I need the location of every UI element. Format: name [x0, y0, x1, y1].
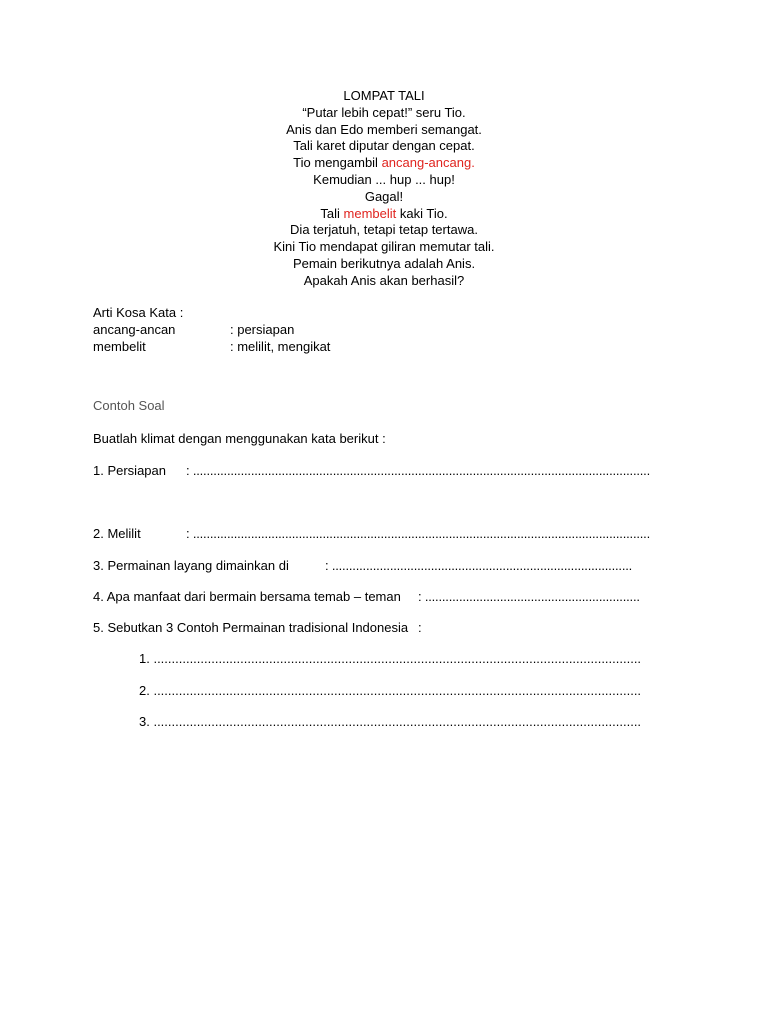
highlighted-word: membelit [343, 205, 397, 221]
story-text: Tali [320, 205, 344, 221]
question-label: 2. Melilit [93, 526, 141, 541]
answer-colon: : [418, 620, 422, 635]
story-line: Anis dan Edo memberi semangat. [286, 121, 482, 137]
sub-answer-1: 1. ....................................................................................................................................... [139, 651, 642, 666]
exercise-heading: Contoh Soal [93, 398, 165, 413]
answer-blank: : ........................................................................................ [325, 558, 633, 573]
story-line: Gagal! [364, 188, 404, 204]
vocab-term: membelit [93, 339, 146, 354]
vocab-definition: : persiapan [230, 322, 295, 337]
story-title: LOMPAT TALI [343, 88, 425, 103]
story-text: kaki Tio. [396, 205, 448, 221]
vocab-definition: : melilit, mengikat [230, 339, 331, 354]
story-line: Dia terjatuh, tetapi tetap tertawa. [290, 222, 478, 238]
story-text: Tio mengambil [293, 155, 382, 171]
story-line: Kini Tio mendapat giliran memutar tali. [273, 239, 495, 255]
question-label: 3. Permainan layang dimainkan di [93, 558, 289, 573]
answer-blank: : ............................................................... [418, 589, 640, 604]
story-line: Apakah Anis akan berhasil? [303, 272, 465, 288]
story-line: Tali karet diputar dengan cepat. [293, 138, 475, 154]
highlighted-word: ancang-ancang. [381, 155, 475, 171]
story-line: Kemudian ... hup ... hup! [313, 171, 455, 187]
vocab-term: ancang-ancan [93, 322, 176, 337]
exercise-instruction: Buatlah klimat dengan menggunakan kata berikut : [93, 431, 386, 446]
story-line [0, 155, 768, 172]
story-section [0, 88, 768, 290]
story-line [0, 206, 768, 223]
question-label: 1. Persiapan [93, 463, 166, 478]
answer-blank: : ...................................................................................................................................... [186, 463, 651, 478]
answer-blank: : ...................................................................................................................................... [186, 526, 651, 541]
story-line: Pemain berikutnya adalah Anis. [292, 255, 476, 271]
question-label: 5. Sebutkan 3 Contoh Permainan tradisional Indonesia [93, 620, 409, 635]
question-label: 4. Apa manfaat dari bermain bersama temab – teman [93, 589, 401, 604]
sub-answer-2: 2. ....................................................................................................................................... [139, 683, 642, 698]
sub-answer-3: 3. ....................................................................................................................................... [139, 714, 642, 729]
story-line: “Putar lebih cepat!” seru Tio. [302, 104, 466, 120]
vocab-title: Arti Kosa Kata : [93, 305, 184, 320]
